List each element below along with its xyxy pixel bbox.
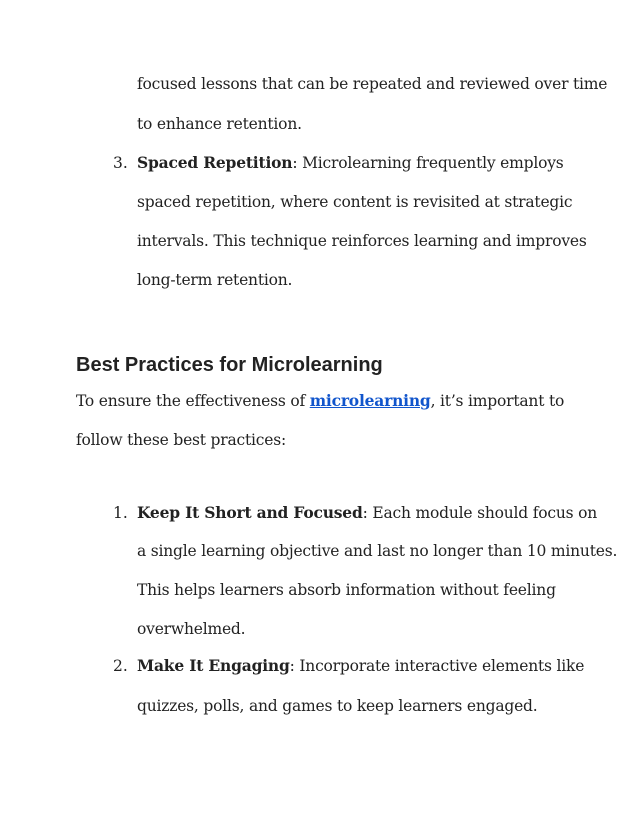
body-text-line: a single learning objective and last no longer than 10 minutes.	[137, 542, 618, 560]
list-number: 1.	[113, 504, 128, 522]
list-item-first-line	[137, 503, 597, 523]
paragraph-text: , it’s important to	[430, 392, 565, 410]
list-item-title: Keep It Short and Focused	[137, 503, 363, 522]
list-item-title: Make It Engaging	[137, 656, 290, 675]
microlearning-link[interactable]: microlearning	[309, 391, 431, 410]
body-text-line: long-term retention.	[137, 271, 293, 289]
paragraph-line	[76, 391, 564, 411]
body-text-line: overwhelmed.	[137, 620, 246, 638]
list-item-text: : Incorporate interactive elements like	[289, 657, 585, 675]
body-text-line: to enhance retention.	[137, 115, 302, 133]
list-item-first-line	[137, 656, 584, 676]
list-item-text: : Each module should focus on	[362, 504, 598, 522]
body-text-line: quizzes, polls, and games to keep learners engaged.	[137, 697, 538, 715]
paragraph-text: To ensure the effectiveness of	[76, 392, 310, 410]
body-text-line: intervals. This technique reinforces learning and improves	[137, 232, 587, 250]
list-item-text: : Microlearning frequently employs	[292, 154, 564, 172]
section-heading: Best Practices for Microlearning	[76, 354, 383, 376]
paragraph-line: follow these best practices:	[76, 431, 287, 449]
list-item-first-line	[137, 153, 564, 173]
body-text-line: focused lessons that can be repeated and reviewed over time	[137, 75, 608, 93]
body-text-line: This helps learners absorb information without feeling	[137, 581, 556, 599]
list-number: 2.	[113, 657, 128, 675]
list-number: 3.	[113, 154, 128, 172]
list-item-title: Spaced Repetition	[137, 153, 293, 172]
body-text-line: spaced repetition, where content is revisited at strategic	[137, 193, 573, 211]
